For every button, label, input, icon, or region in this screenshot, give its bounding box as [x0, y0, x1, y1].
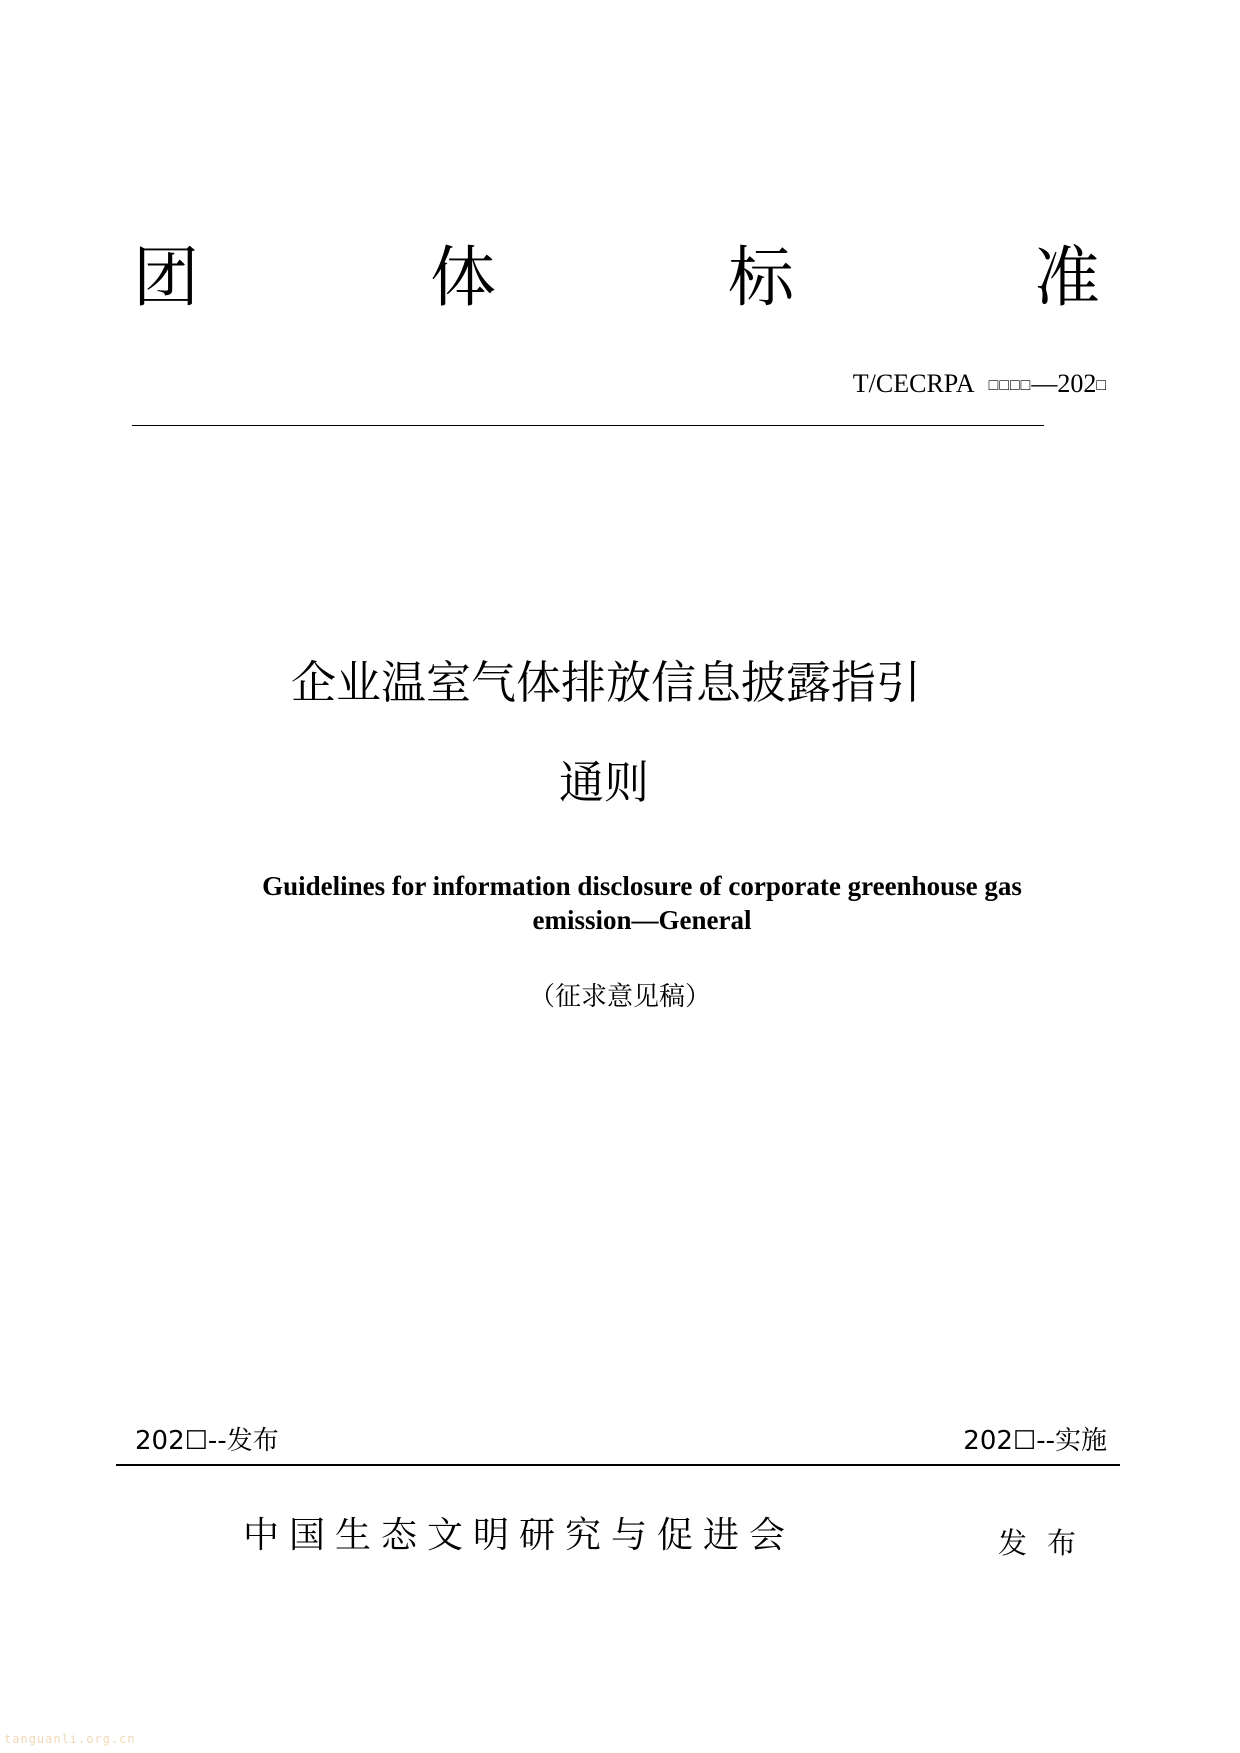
standard-dash-year: —202	[1031, 369, 1097, 398]
bottom-divider	[116, 1464, 1120, 1466]
publish-date: 202☐--发布	[135, 1426, 279, 1456]
publisher-action: 发布	[998, 1526, 1097, 1560]
top-divider	[132, 425, 1044, 426]
standard-year-placeholder: □	[1096, 377, 1106, 394]
standard-code-prefix: T/CECRPA	[852, 369, 975, 398]
standard-number-placeholder: □□□□	[988, 377, 1032, 394]
header-char-1: 团	[133, 239, 199, 316]
draft-note: （征求意见稿）	[528, 982, 711, 1012]
publisher-name: 中国生态文明研究与促进会	[243, 1515, 796, 1556]
implement-date: 202☐--实施	[963, 1426, 1107, 1456]
standard-code	[853, 368, 1106, 402]
title-cn-line2: 通则	[558, 756, 649, 809]
header-char-2: 体	[430, 239, 496, 316]
watermark: tanguanli.org.cn	[4, 1732, 136, 1746]
header-char-4: 准	[1034, 239, 1100, 316]
title-cn-line1: 企业温室气体排放信息披露指引	[290, 656, 921, 709]
title-en-line2: emission—General	[532, 905, 752, 935]
title-en-line1: Guidelines for information disclosure of corporate greenhouse gas	[262, 871, 1022, 901]
header-char-3: 标	[728, 239, 794, 316]
